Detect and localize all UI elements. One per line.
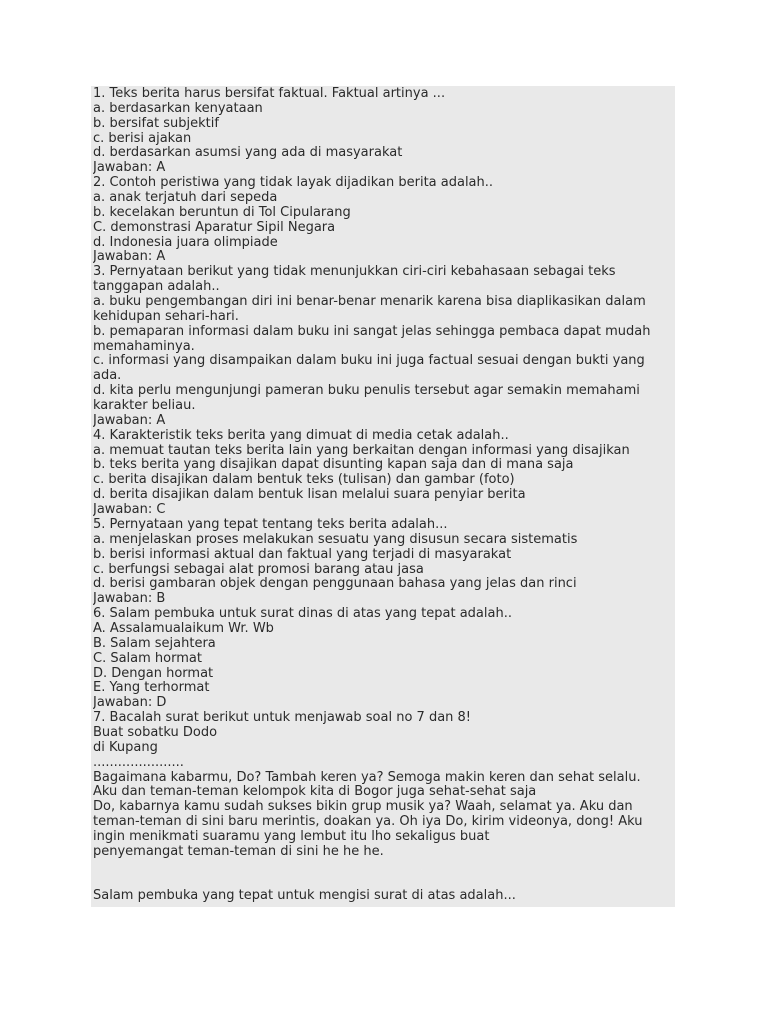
text-line: Aku dan teman-teman kelompok kita di Bogor juga sehat-sehat saja [93,785,537,800]
text-line: C. demonstrasi Aparatur Sipil Negara [93,220,336,235]
text-line: d. berisi gambaran objek dengan penggunaan bahasa yang jelas dan rinci [93,577,577,592]
text-line: a. menjelaskan proses melakukan sesuatu yang disusun secara sistematis [93,532,578,547]
text-line: tanggapan adalah.. [93,280,220,295]
text-line: C. Salam hormat [93,651,202,666]
text-line: 2. Contoh peristiwa yang tidak layak dijadikan berita adalah.. [93,176,494,191]
text-line: A. Assalamualaikum Wr. Wb [93,621,274,636]
text-line: b. pemaparan informasi dalam buku ini sangat jelas sehingga pembaca dapat mudah [93,324,651,339]
text-line: di Kupang [93,740,158,755]
text-line: 3. Pernyataan berikut yang tidak menunjukkan ciri-ciri kebahasaan sebagai teks [93,265,616,280]
text-line: d. kita perlu mengunjungi pameran buku penulis tersebut agar semakin memahami [93,384,640,399]
text-line: Buat sobatku Dodo [93,725,218,740]
text-line: Jawaban: A [93,413,166,428]
text-line: 1. Teks berita harus bersifat faktual. Faktual artinya ... [93,87,446,101]
text-line: c. berita disajikan dalam bentuk teks (tulisan) dan gambar (foto) [93,473,515,488]
text-line: kehidupan sehari-hari. [93,309,239,324]
text-line: b. berisi informasi aktual dan faktual yang terjadi di masyarakat [93,547,512,562]
text-line: c. berfungsi sebagai alat promosi barang atau jasa [93,562,424,577]
text-line: a. buku pengembangan diri ini benar-benar menarik karena bisa diaplikasikan dalam [93,295,646,310]
text-line: b. bersifat subjektif [93,116,219,131]
text-line: Bagaimana kabarmu, Do? Tambah keren ya? Semoga makin keren dan sehat selalu. [93,770,641,785]
text-line: a. anak terjatuh dari sepeda [93,191,278,206]
text-line [93,860,673,875]
text-line: karakter beliau. [93,399,196,414]
text-line: c. berisi ajakan [93,131,192,146]
text-line: Salam pembuka yang tepat untuk mengisi surat di atas adalah... [93,889,516,904]
text-line: E. Yang terhormat [93,681,210,696]
text-line: D. Dengan hormat [93,666,214,681]
text-line [93,875,673,890]
text-line: c. informasi yang disampaikan dalam buku ini juga factual sesuai dengan bukti yang [93,354,645,369]
text-line: d. Indonesia juara olimpiade [93,235,278,250]
text-line: ingin menikmati suaramu yang lembut itu lho sekaligus buat [93,829,490,844]
text-line: ada. [93,369,122,384]
text-line: a. berdasarkan kenyataan [93,101,263,116]
text-line: B. Salam sejahtera [93,636,216,651]
text-line: Jawaban: A [93,250,166,265]
text-line: d. berita disajikan dalam bentuk lisan melalui suara penyiar berita [93,488,526,503]
text-line: ...................... [93,755,184,770]
text-line: Do, kabarnya kamu sudah sukses bikin grup musik ya? Waah, selamat ya. Aku dan [93,800,633,815]
text-line: 4. Karakteristik teks berita yang dimuat di media cetak adalah.. [93,428,509,443]
text-line: 7. Bacalah surat berikut untuk menjawab soal no 7 dan 8! [93,711,472,726]
text-line: penyemangat teman-teman di sini he he he. [93,844,384,859]
text-line: Jawaban: D [93,696,167,711]
text-line: 6. Salam pembuka untuk surat dinas di atas yang tepat adalah.. [93,607,512,622]
text-line: d. berdasarkan asumsi yang ada di masyarakat [93,146,403,161]
text-line: teman-teman di sini baru merintis, doakan ya. Oh iya Do, kirim videonya, dong! Aku [93,815,643,830]
text-line: 5. Pernyataan yang tepat tentang teks berita adalah... [93,517,448,532]
document-page [91,86,675,907]
text-line: Jawaban: B [93,592,166,607]
text-line: b. kecelakan beruntun di Tol Cipularang [93,205,351,220]
text-line: Jawaban: A [93,161,166,176]
text-line: Jawaban: C [93,503,166,518]
text-line: a. memuat tautan teks berita lain yang berkaitan dengan informasi yang disajikan [93,443,630,458]
text-line: memahaminya. [93,339,195,354]
text-line: b. teks berita yang disajikan dapat disunting kapan saja dan di mana saja [93,458,574,473]
